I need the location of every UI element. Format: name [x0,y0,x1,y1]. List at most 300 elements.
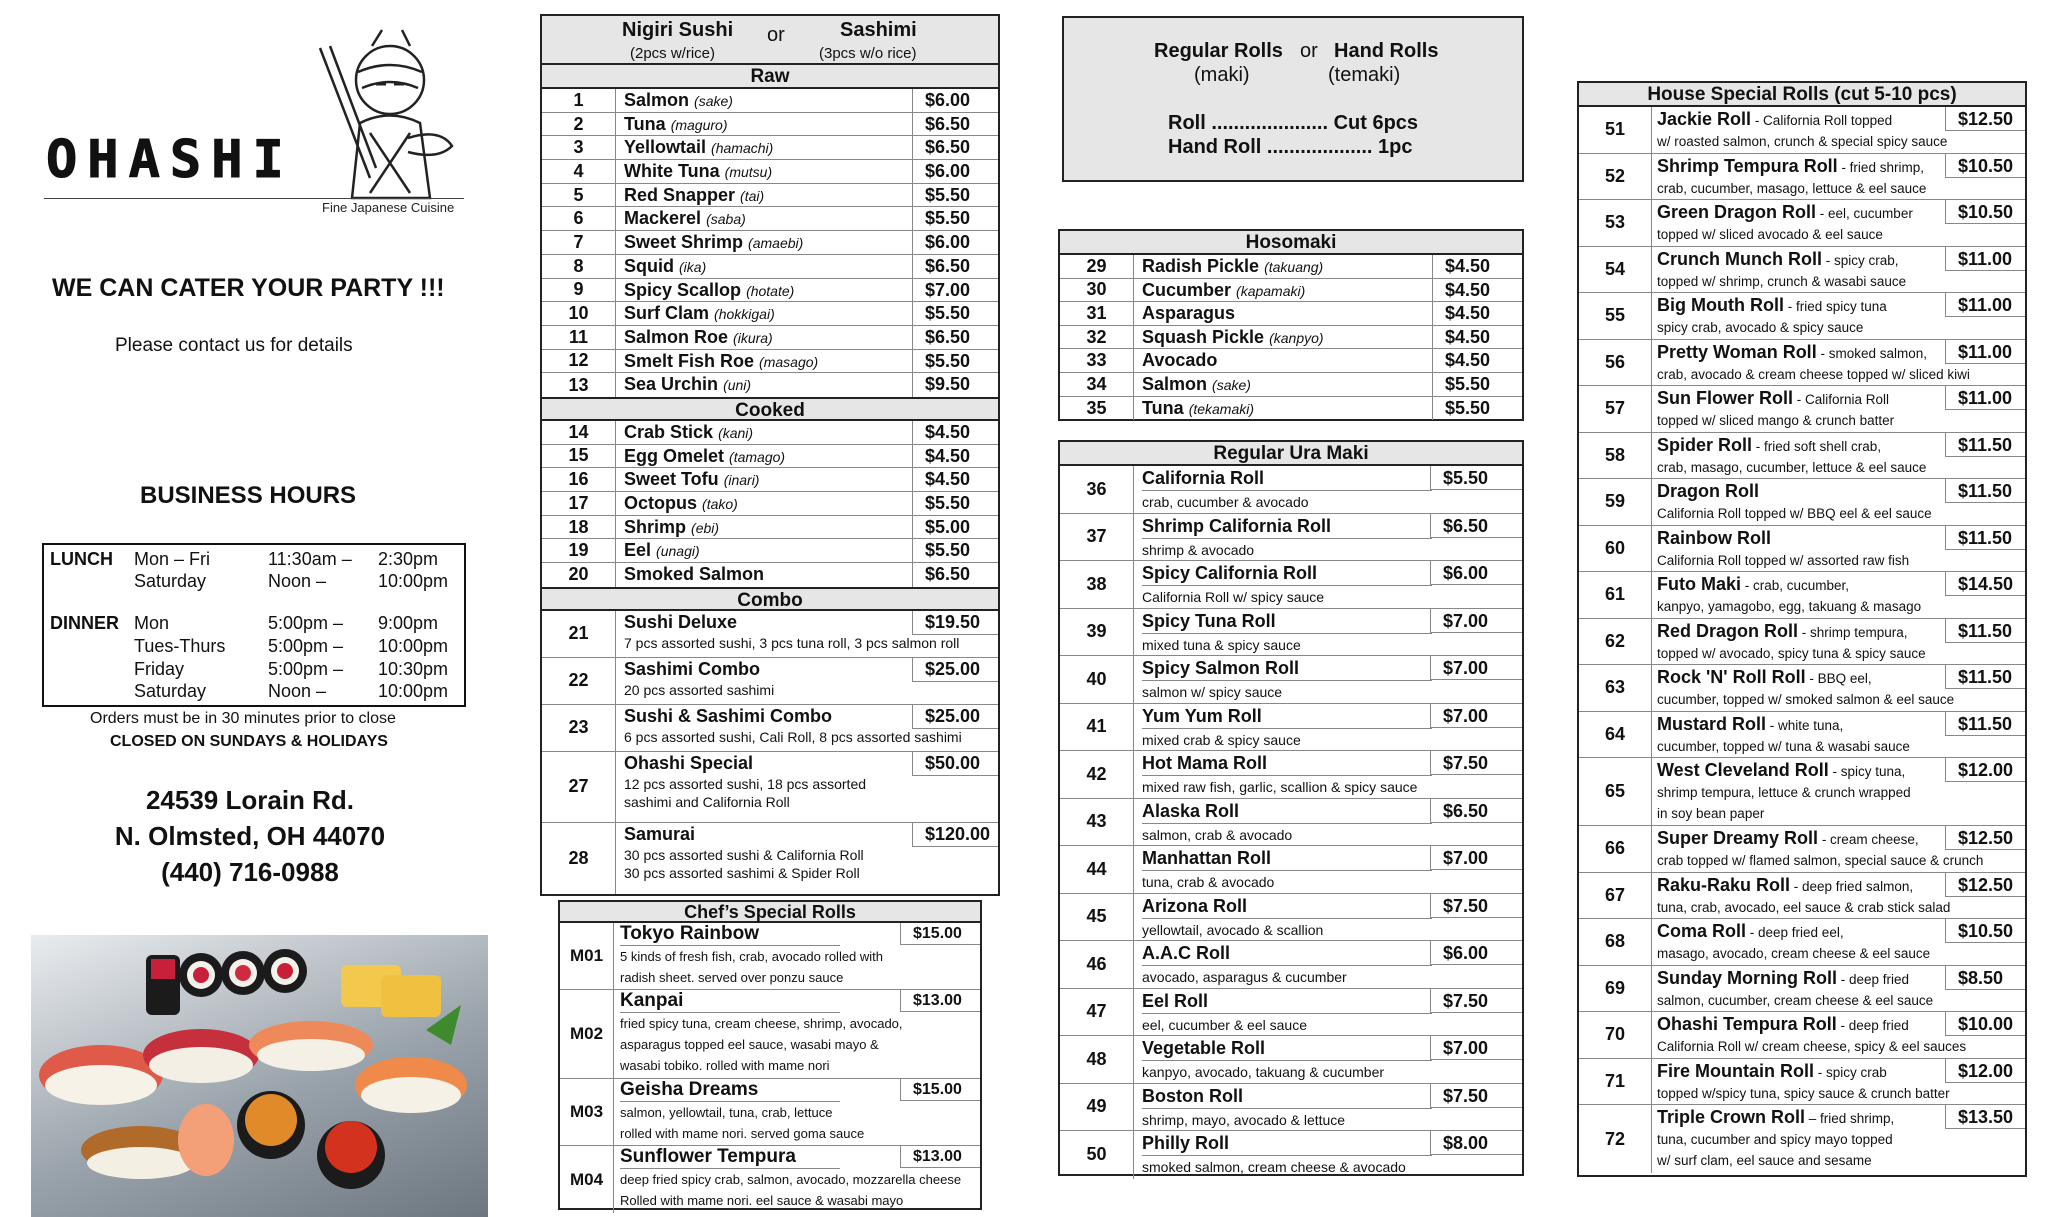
house-item-row [1579,826,2025,873]
item-number: 51 [1579,107,1652,153]
item-description: topped w/ avocado, spicy tuna & spicy sauce [1657,645,1926,661]
item-name: Boston Roll [1142,1084,1432,1109]
item-description: - cream cheese, [1818,832,1919,847]
item-text [1657,621,1945,664]
item-price: $4.50 [912,445,998,468]
item-text [624,539,700,563]
item-price: $13.50 [1945,1105,2025,1129]
item-text [624,207,746,231]
item-text [624,373,751,397]
address-block [0,782,500,890]
item-text [624,326,773,350]
item-text [624,184,764,208]
item-price: $6.50 [1430,799,1522,823]
item-description: shrimp & avocado [1142,541,1255,558]
item-price: $15.00 [900,923,980,945]
item-name: Spider Roll [1657,434,1753,455]
item-name: Mustard Roll [1657,713,1767,734]
item-text [624,89,733,113]
item-text [1657,109,1948,152]
item-text [1142,255,1323,279]
item-name: Crunch Munch Roll [1657,248,1822,269]
item-number: 22 [542,658,616,704]
item-text [1657,295,1945,338]
item-first-line [1657,1107,1945,1129]
item-text [1142,397,1254,421]
item-number: 34 [1060,373,1134,396]
item-price: $7.00 [1430,1036,1522,1060]
item-price: $11.00 [1945,340,2025,364]
item-name: Spicy Scallop [624,279,742,300]
item-description: crab, cucumber & avocado [1142,494,1309,510]
item-text [1657,921,1945,964]
item-name: White Tuna [624,161,720,182]
ninja-mascot-illustration [290,28,470,210]
item-number: 57 [1579,386,1652,432]
house-item-row [1579,386,2025,433]
item-first-line [1657,481,1945,503]
item-first-line [1657,109,1945,131]
cooked-list [542,421,998,587]
phone-number: (440) 716-0988 [161,857,339,887]
item-japanese-name: (sake) [1212,376,1251,393]
item-description: cucumber, topped w/ smoked salmon & eel sauce [1657,692,1955,707]
item-name: Triple Crown Roll [1657,1107,1806,1127]
item-number: 3 [542,136,616,159]
house-special-list [1579,107,2025,1173]
item-number: 38 [1060,561,1134,608]
item-japanese-name: (hamachi) [711,140,774,157]
house-item-row [1579,619,2025,666]
item-price: $6.50 [1430,514,1522,538]
item-description: 6 pcs assorted sushi, Cali Roll, 8 pcs assorted sashimi [624,728,962,745]
menu-item-row [542,231,998,255]
item-japanese-name: (masago) [759,353,819,370]
item-name: Hot Mama Roll [1142,751,1432,776]
ura-item-row [1060,656,1522,704]
item-description: - fried soft shell crab, [1752,438,1882,454]
item-text [624,492,738,516]
item-number: 31 [1060,302,1134,325]
item-number: 70 [1579,1012,1652,1058]
house-item-row [1579,200,2025,247]
item-text [1657,828,1984,871]
item-price: $10.50 [1945,919,2025,943]
house-item-row [1579,919,2025,966]
menu-item-row [542,468,998,492]
item-price: $6.00 [1430,941,1522,965]
item-description: crab, masago, cucumber, lettuce & eel sauce [1657,459,1927,475]
item-number: 52 [1579,154,1652,200]
item-price: $4.50 [1432,326,1522,349]
brand-name: OHASHI [46,130,294,190]
item-text [1657,1107,1945,1171]
item-description: topped w/spicy tuna, spicy sauce & crunch batter [1657,1085,1950,1101]
item-price: $5.50 [912,184,998,207]
house-item-row [1579,247,2025,294]
item-description: asparagus topped eel sauce, wasabi mayo & [620,1037,879,1052]
item-name: Geisha Dreams [620,1079,840,1102]
hand-roll-info: Hand Roll ................... 1pc [1168,136,1413,158]
item-text [624,231,803,255]
item-price: $25.00 [912,705,998,729]
item-price: $11.50 [1945,619,2025,643]
item-description: California Roll w/ cream cheese, spicy & eel sauces [1657,1039,1967,1054]
item-name: Smoked Salmon [624,564,765,585]
item-number: 5 [542,184,616,207]
item-price: $15.00 [900,1079,980,1101]
item-name: Salmon [1142,373,1208,394]
item-number: 14 [542,421,616,444]
item-description: - spicy crab [1814,1064,1887,1080]
item-price: $10.50 [1945,200,2025,224]
house-item-row [1579,107,2025,154]
ura-item-row [1060,941,1522,989]
item-description: kanpyo, avocado, takuang & cucumber [1142,1064,1385,1080]
item-price: $50.00 [912,752,998,776]
item-name: Tuna [624,113,666,134]
item-description: masago, avocado, cream cheese & eel sauce [1657,946,1931,961]
menu-item-row [542,113,998,137]
house-item-row [1579,479,2025,526]
item-price: $12.00 [1945,758,2025,782]
regular-rolls-title: Regular Rolls [1154,40,1283,62]
item-text [1657,156,1945,199]
item-name: Super Dreamy Roll [1657,828,1819,848]
item-number: 42 [1060,751,1134,798]
menu-item-row [542,492,998,516]
item-text [1657,341,1970,385]
menu-item-row [1060,373,1522,397]
item-description: 30 pcs assorted sushi & California Roll [624,846,864,863]
item-description: - deep fried eel, [1746,925,1844,940]
item-text [1657,202,1945,245]
item-price: $13.00 [900,1146,980,1168]
temaki-label: (temaki) [1328,64,1401,86]
item-description: shrimp, mayo, avocado & lettuce [1142,1111,1346,1128]
item-number: 61 [1579,572,1652,618]
item-description: – fried shrimp, [1805,1111,1895,1126]
item-price: $7.50 [1430,751,1522,775]
item-description: salmon w/ spicy sauce [1142,684,1283,700]
menu-item-row [542,373,998,397]
item-number: 66 [1579,826,1652,872]
item-name: Sweet Shrimp [624,232,744,253]
item-number: 39 [1060,609,1134,656]
item-text [1657,1014,1967,1057]
roll-types-info [1062,16,1524,182]
item-price: $7.50 [1430,989,1522,1013]
item-number: 19 [542,539,616,562]
menu-item-row [542,207,998,231]
item-price: $5.50 [1432,397,1522,421]
ura-maki-menu [1058,440,1524,1176]
item-text [1142,373,1251,397]
combo-item-row [542,705,998,752]
item-text [1657,874,1951,918]
item-price: $6.00 [912,89,998,112]
item-text [624,468,759,492]
item-name: Kanpai [620,990,840,1013]
item-name: Sunday Morning Roll [1657,967,1837,988]
item-name: Octopus [624,493,698,513]
item-number: 46 [1060,941,1134,988]
item-first-line [1657,1014,1945,1036]
chef-item-row [560,1146,980,1213]
item-number: 11 [542,326,616,349]
item-name: Yellowtail [624,137,707,158]
item-name: Sun Flower Roll [1657,388,1794,408]
item-description: sashimi and California Roll [624,793,790,810]
item-text [624,255,706,279]
item-description: w/ surf clam, eel sauce and sesame [1657,1153,1872,1168]
or-label: or [1300,40,1318,62]
item-description: - deep fried [1836,1018,1909,1033]
item-japanese-name: (ika) [679,258,707,275]
item-name: Dragon Roll [1657,481,1759,501]
menu-item-row [542,89,998,113]
item-japanese-name: (ikura) [733,329,773,346]
raw-section-title: Raw [542,65,998,89]
item-price: $25.00 [912,658,998,682]
house-item-row [1579,712,2025,759]
item-text [624,113,727,137]
item-description: shrimp tempura, lettuce & crunch wrapped [1657,785,1911,800]
item-name: Rock 'N' Roll Roll [1657,667,1806,687]
or-label: or [767,24,785,46]
item-number: 58 [1579,433,1652,479]
item-number: 54 [1579,247,1652,293]
item-description: - fried shrimp, [1837,159,1924,175]
item-name: Pretty Woman Roll [1657,341,1817,362]
item-first-line [1657,621,1945,643]
item-price: $7.50 [1430,1084,1522,1108]
item-price: $6.00 [912,160,998,183]
item-price: $5.50 [1432,373,1522,396]
ura-item-row [1060,1036,1522,1084]
item-price: $11.50 [1945,665,2025,689]
ura-item-row [1060,1131,1522,1179]
menu-item-row [542,539,998,563]
item-text [624,421,753,445]
ura-item-row [1060,1084,1522,1132]
item-text [1657,968,1945,1011]
ura-item-row [1060,561,1522,609]
item-first-line [1657,388,1945,410]
item-price: $120.00 [912,823,998,847]
item-name: A.A.C Roll [1142,941,1432,966]
item-price: $4.50 [1432,255,1522,278]
item-japanese-name: (uni) [723,377,752,394]
chef-list [560,923,980,1213]
item-text [624,160,772,184]
item-number: 13 [542,373,616,397]
item-number: 7 [542,231,616,254]
item-first-line [1657,574,1945,596]
item-first-line [1657,249,1945,271]
item-description: topped w/ sliced avocado & eel sauce [1657,227,1883,242]
menu-item-row [1060,349,1522,373]
item-name: Shrimp [624,516,687,537]
ura-item-row [1060,894,1522,942]
item-number: M01 [560,923,614,989]
item-name: Tokyo Rainbow [620,923,840,946]
item-number: M04 [560,1146,614,1213]
item-number: 48 [1060,1036,1134,1083]
item-number: M02 [560,990,614,1078]
item-price: $4.50 [1432,349,1522,372]
item-number: 53 [1579,200,1652,246]
chef-item-row [560,923,980,990]
item-price: $11.50 [1945,526,2025,550]
item-first-line [1657,156,1945,178]
ura-item-row [1060,751,1522,799]
sushi-plate-illustration [31,935,488,1217]
ura-item-row [1060,609,1522,657]
item-name: Yum Yum Roll [1142,704,1432,729]
item-japanese-name: (tai) [740,187,765,204]
item-description: in soy bean paper [1657,806,1765,821]
item-description: 30 pcs assorted sashimi & Spider Roll [624,864,860,881]
sushi-photo [31,935,488,1217]
item-description: topped w/ shrimp, crunch & wasabi sauce [1657,273,1907,289]
house-item-row [1579,293,2025,340]
item-text [624,136,773,160]
item-first-line [1657,667,1945,689]
item-description: California Roll topped w/ BBQ eel & eel sauce [1657,506,1932,521]
item-price: $7.00 [1430,609,1522,633]
item-price: $5.50 [912,492,998,515]
item-description: kanpyo, yamagobo, egg, takuang & masago [1657,599,1922,614]
nigiri-sashimi-menu [540,14,1000,896]
item-price: $5.50 [912,302,998,325]
item-number: 69 [1579,966,1652,1012]
item-first-line [1657,968,1945,990]
item-number: 49 [1060,1084,1134,1131]
item-price: $6.50 [912,326,998,349]
item-number: 50 [1060,1131,1134,1179]
nigiri-subtitle: (2pcs w/rice) [630,45,716,62]
item-price: $10.00 [1945,1012,2025,1036]
item-name: Sashimi Combo [624,658,761,679]
hosomaki-menu [1058,229,1524,421]
item-price: $5.50 [1430,466,1522,490]
item-price: $7.00 [1430,704,1522,728]
item-number: 21 [542,611,616,657]
brand-tagline: Fine Japanese Cuisine [322,200,455,215]
item-japanese-name: (saba) [706,211,746,228]
item-description: - shrimp tempura, [1798,624,1908,640]
item-number: 16 [542,468,616,491]
item-price: $9.50 [912,373,998,397]
item-description: 12 pcs assorted sushi, 18 pcs assorted [624,775,867,792]
item-number: 43 [1060,799,1134,846]
item-price: $10.50 [1945,154,2025,178]
item-description: cucumber, topped w/ tuna & wasabi sauce [1657,738,1910,754]
menu-item-row [542,563,998,587]
item-text [1657,714,1945,757]
item-price: $5.50 [912,539,998,562]
item-description: crab, cucumber, masago, lettuce & eel sauce [1657,180,1927,196]
item-text [624,823,864,882]
combo-item-row [542,658,998,705]
item-number: 40 [1060,656,1134,703]
item-japanese-name: (kapamaki) [1236,282,1306,299]
item-name: Smelt Fish Roe [624,350,755,371]
item-price: $12.50 [1945,873,2025,897]
item-description: California Roll w/ spicy sauce [1142,589,1325,605]
nigiri-title: Nigiri Sushi [622,19,734,41]
item-price: $6.50 [912,136,998,159]
item-price: $6.00 [912,231,998,254]
item-name: Fire Mountain Roll [1657,1060,1814,1081]
item-japanese-name: (hokkigai) [714,306,775,323]
item-name: California Roll [1142,466,1432,491]
item-description: 20 pcs assorted sashimi [624,681,775,698]
menu-item-row [542,184,998,208]
hosomaki-list [1060,255,1522,420]
house-item-row [1579,758,2025,826]
item-text [624,611,959,652]
item-name: Red Snapper [624,184,736,205]
item-price: $5.50 [912,207,998,230]
item-description: crab, avocado & cream cheese topped w/ sliced kiwi [1657,366,1970,382]
menu-item-row [1060,397,1522,421]
orders-note: Orders must be in 30 minutes prior to close [90,710,396,727]
menu-item-row [1060,255,1522,279]
hosomaki-title: Hosomaki [1060,231,1522,255]
item-description: - deep fried [1837,971,1910,987]
item-name: Salmon Roe [624,326,729,347]
item-price: $11.00 [1945,386,2025,410]
item-text [1142,326,1324,350]
item-name: Sweet Tofu [624,469,719,490]
house-item-row [1579,1059,2025,1106]
item-price: $7.00 [912,279,998,302]
item-description: - smoked salmon, [1816,345,1927,361]
item-text [1657,249,1945,292]
item-first-line [1657,528,1945,550]
item-name: Shrimp Tempura Roll [1657,155,1838,176]
item-price: $5.50 [912,350,998,373]
item-price: $7.00 [1430,846,1522,870]
item-name: Squash Pickle [1142,326,1265,347]
item-number: 1 [542,89,616,112]
item-description: - spicy tuna, [1828,764,1906,779]
item-price: $6.00 [1430,561,1522,585]
item-number: 9 [542,279,616,302]
item-name: Tuna [1142,397,1184,418]
item-price: $11.50 [1945,433,2025,457]
item-number: 35 [1060,397,1134,421]
item-text [624,302,775,326]
house-special-rolls-menu [1577,81,2027,1177]
sashimi-title: Sashimi [840,19,917,41]
item-japanese-name: (mutsu) [724,164,773,181]
combo-list [542,611,998,894]
item-first-line [1657,435,1945,457]
closed-note: CLOSED ON SUNDAYS & HOLIDAYS [110,733,388,750]
item-number: 17 [542,492,616,515]
item-number: 72 [1579,1105,1652,1173]
item-name: Manhattan Roll [1142,846,1432,871]
item-japanese-name: (unagi) [656,543,700,560]
item-first-line [1657,921,1945,943]
item-name: Rainbow Roll [1657,527,1771,548]
business-hours-table: LUNCH Mon – Fri 11:30am – 2:30pm Saturday Noon – 10:00pm DINNER Mon 5:00pm – 9:00pm Tues-Thurs 5:00pm – 10:00pm Friday 5:00pm – 10:30pm Saturday Noon – 10:00pm [42,543,466,707]
item-first-line [1657,295,1945,317]
item-name: Asparagus [1142,303,1236,324]
